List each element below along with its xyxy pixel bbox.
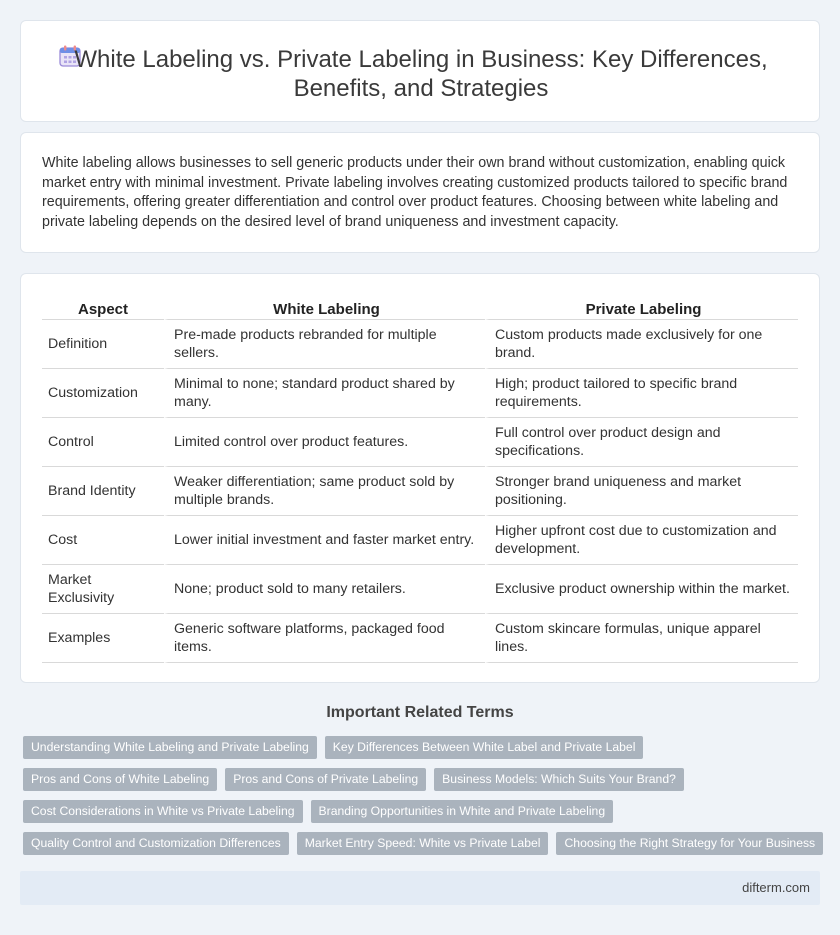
private-label-cell: High; product tailored to specific brand requirements. [485,369,798,418]
white-label-cell: None; product sold to many retailers. [164,565,485,614]
aspect-cell: Brand Identity [42,467,164,516]
table-row [42,565,798,614]
table-header-row [42,294,798,320]
site-link[interactable]: difterm.com [742,880,810,895]
header-private-labeling: Private Labeling [485,294,798,320]
table-row [42,614,798,663]
aspect-cell: Examples [42,614,164,663]
comparison-card [20,273,820,683]
header-aspect: Aspect [42,294,164,320]
related-term-link[interactable]: Key Differences Between White Label and Private Label [325,736,644,759]
related-terms-heading: Important Related Terms [326,704,514,721]
related-term-link[interactable]: Quality Control and Customization Differences [23,832,289,855]
aspect-cell: Control [42,418,164,467]
table-row [42,516,798,565]
aspect-cell: Cost [42,516,164,565]
table-row [42,467,798,516]
private-label-cell: Stronger brand uniqueness and market positioning. [485,467,798,516]
related-term-link[interactable]: Choosing the Right Strategy for Your Business [556,832,823,855]
white-label-cell: Generic software platforms, packaged food items. [164,614,485,663]
white-label-cell: Weaker differentiation; same product sold by multiple brands. [164,467,485,516]
footer [20,871,820,905]
title-card [20,20,820,122]
header-white-labeling: White Labeling [164,294,485,320]
white-label-cell: Pre-made products rebranded for multiple sellers. [164,320,485,369]
comparison-table [42,294,798,663]
related-term-link[interactable]: Business Models: Which Suits Your Brand? [434,768,684,791]
private-label-cell: Higher upfront cost due to customization and development. [485,516,798,565]
intro-card [20,132,820,253]
white-label-cell: Limited control over product features. [164,418,485,467]
table-row [42,369,798,418]
aspect-cell: Definition [42,320,164,369]
private-label-cell: Exclusive product ownership within the market. [485,565,798,614]
related-term-link[interactable]: Branding Opportunities in White and Private Labeling [311,800,614,823]
private-label-cell: Custom products made exclusively for one brand. [485,320,798,369]
table-row [42,418,798,467]
related-term-link[interactable]: Pros and Cons of White Labeling [23,768,217,791]
table-row [42,320,798,369]
related-term-link[interactable]: Cost Considerations in White vs Private Labeling [23,800,303,823]
page-title: White Labeling vs. Private Labeling in Business: Key Differences, Benefits, and Strategies [74,46,768,102]
private-label-cell: Full control over product design and specifications. [485,418,798,467]
related-term-link[interactable]: Market Entry Speed: White vs Private Label [297,832,549,855]
intro-paragraph: White labeling allows businesses to sell generic products under their own brand without customization, enabling quick market entry with minimal investment. Private labeling involves creating customized products tailored to specific brand requirements, offering greater differentiation and control over product features. Choosing between white labeling and private labeling depends on the desired level of brand uniqueness and investment capacity. [42,155,788,230]
white-label-cell: Lower initial investment and faster market entry. [164,516,485,565]
white-label-cell: Minimal to none; standard product shared by many. [164,369,485,418]
private-label-cell: Custom skincare formulas, unique apparel lines. [485,614,798,663]
related-terms-list [23,736,823,864]
aspect-cell: Customization [42,369,164,418]
aspect-cell: Market Exclusivity [42,565,164,614]
related-term-link[interactable]: Pros and Cons of Private Labeling [225,768,426,791]
related-term-link[interactable]: Understanding White Labeling and Private Labeling [23,736,317,759]
